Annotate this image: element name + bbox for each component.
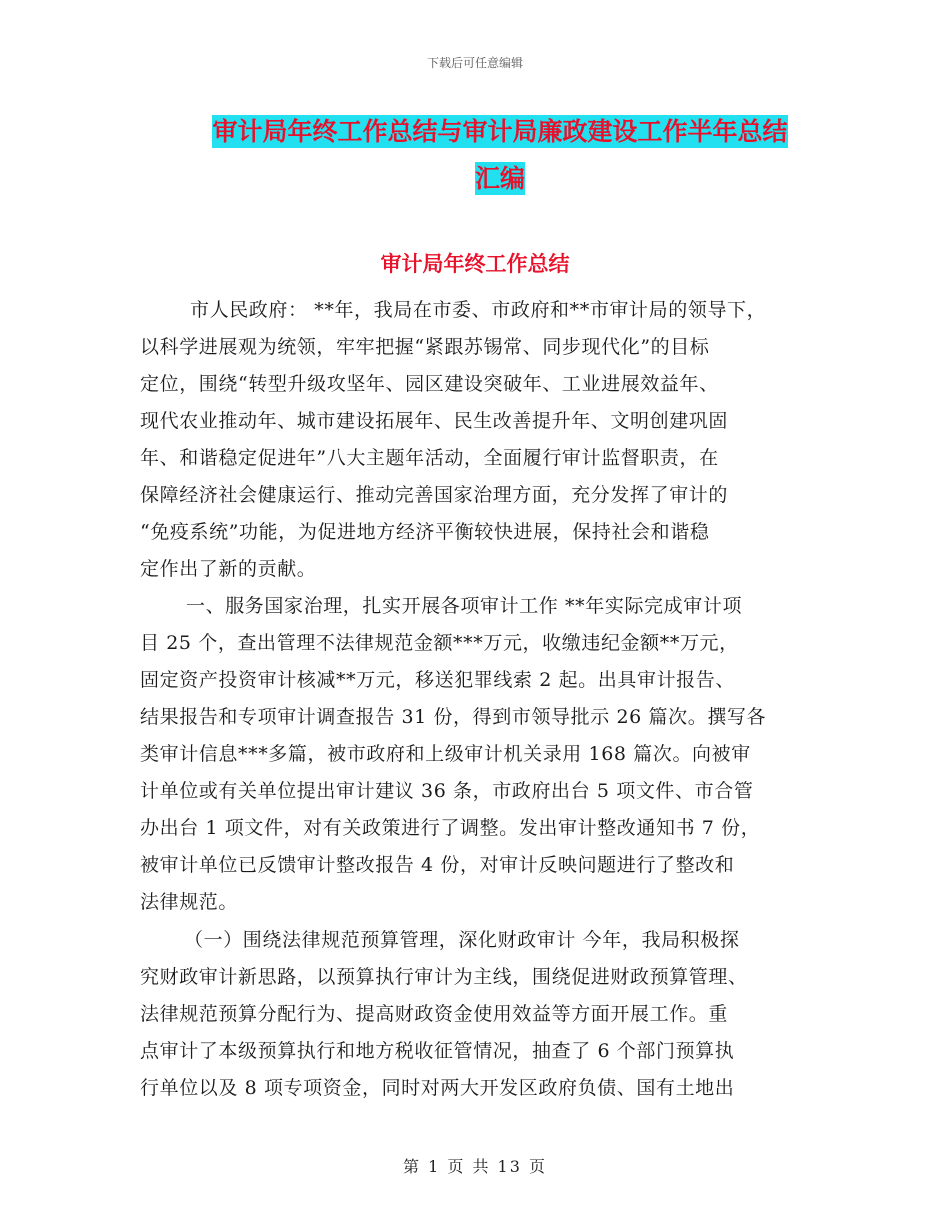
paragraph-line: 现代农业推动年、城市建设拓展年、民生改善提升年、文明创建巩固 xyxy=(140,410,729,432)
paragraph-1 xyxy=(140,292,820,588)
paragraph-line: 固定资产投资审计核减**万元，移送犯罪线索 2 起。出具审计报告、 xyxy=(140,669,735,691)
paragraph-line: 保障经济社会健康运行、推动完善国家治理方面，充分发挥了审计的 xyxy=(140,484,729,506)
paragraph-3 xyxy=(140,922,820,1107)
paragraph-line: 以科学进展观为统领，牢牢把握“紧跟苏锡常、同步现代化”的目标 xyxy=(140,336,710,358)
paragraph-line: 一、服务国家治理，扎实开展各项审计工作 **年实际完成审计项 xyxy=(186,595,743,617)
paragraph-line: 年、和谐稳定促进年”八大主题年活动，全面履行审计监督职责，在 xyxy=(140,447,719,469)
paragraph-line: （一）围绕法律规范预算管理，深化财政审计 今年，我局积极探 xyxy=(184,929,740,951)
paragraph-line: 计单位或有关单位提出审计建议 36 条，市政府出台 5 项文件、市合管 xyxy=(140,780,754,802)
paragraph-line: “免疫系统”功能，为促进地方经济平衡较快进展，保持社会和谐稳 xyxy=(140,521,710,543)
paragraph-line: 定作出了新的贡献。 xyxy=(140,558,317,580)
paragraph-line: 法律规范预算分配行为、提高财政资金使用效益等方面开展工作。重 xyxy=(140,1003,729,1025)
paragraph-line: 类审计信息***多篇，被市政府和上级审计机关录用 168 篇次。向被审 xyxy=(140,743,751,765)
header-note: 下载后可任意编辑 xyxy=(426,56,523,70)
document-title xyxy=(190,108,810,202)
document-title-line-1: 审计局年终工作总结与审计局廉政建设工作半年总结 xyxy=(212,117,788,146)
paragraph-line: 行单位以及 8 项专项资金，同时对两大开发区政府负债、国有土地出 xyxy=(140,1077,735,1099)
paragraph-line: 法律规范。 xyxy=(140,891,239,913)
paragraph-line: 点审计了本级预算执行和地方税收征管情况，抽查了 6 个部门预算执 xyxy=(140,1040,735,1062)
paragraph-line: 被审计单位已反馈审计整改报告 4 份，对审计反映问题进行了整改和 xyxy=(140,854,735,876)
page-number: 第 1 页 共 13 页 xyxy=(403,1157,547,1176)
paragraph-2 xyxy=(140,588,820,921)
paragraph-line: 究财政审计新思路，以预算执行审计为主线，围绕促进财政预算管理、 xyxy=(140,966,748,988)
paragraph-line: 办出台 1 项文件，对有关政策进行了调整。发出审计整改通知书 7 份， xyxy=(140,817,761,839)
document-title-line-2: 汇编 xyxy=(474,164,525,193)
paragraph-line: 市人民政府： **年，我局在市委、市政府和**市审计局的领导下， xyxy=(190,299,767,321)
paragraph-line: 目 25 个，查出管理不法律规范金额***万元，收缴违纪金额**万元， xyxy=(140,632,739,654)
paragraph-line: 结果报告和专项审计调查报告 31 份，得到市领导批示 26 篇次。撰写各 xyxy=(140,706,767,728)
section-title: 审计局年终工作总结 xyxy=(380,252,570,276)
paragraph-line: 定位，围绕“转型升级攻坚年、园区建设突破年、工业进展效益年、 xyxy=(140,373,719,395)
